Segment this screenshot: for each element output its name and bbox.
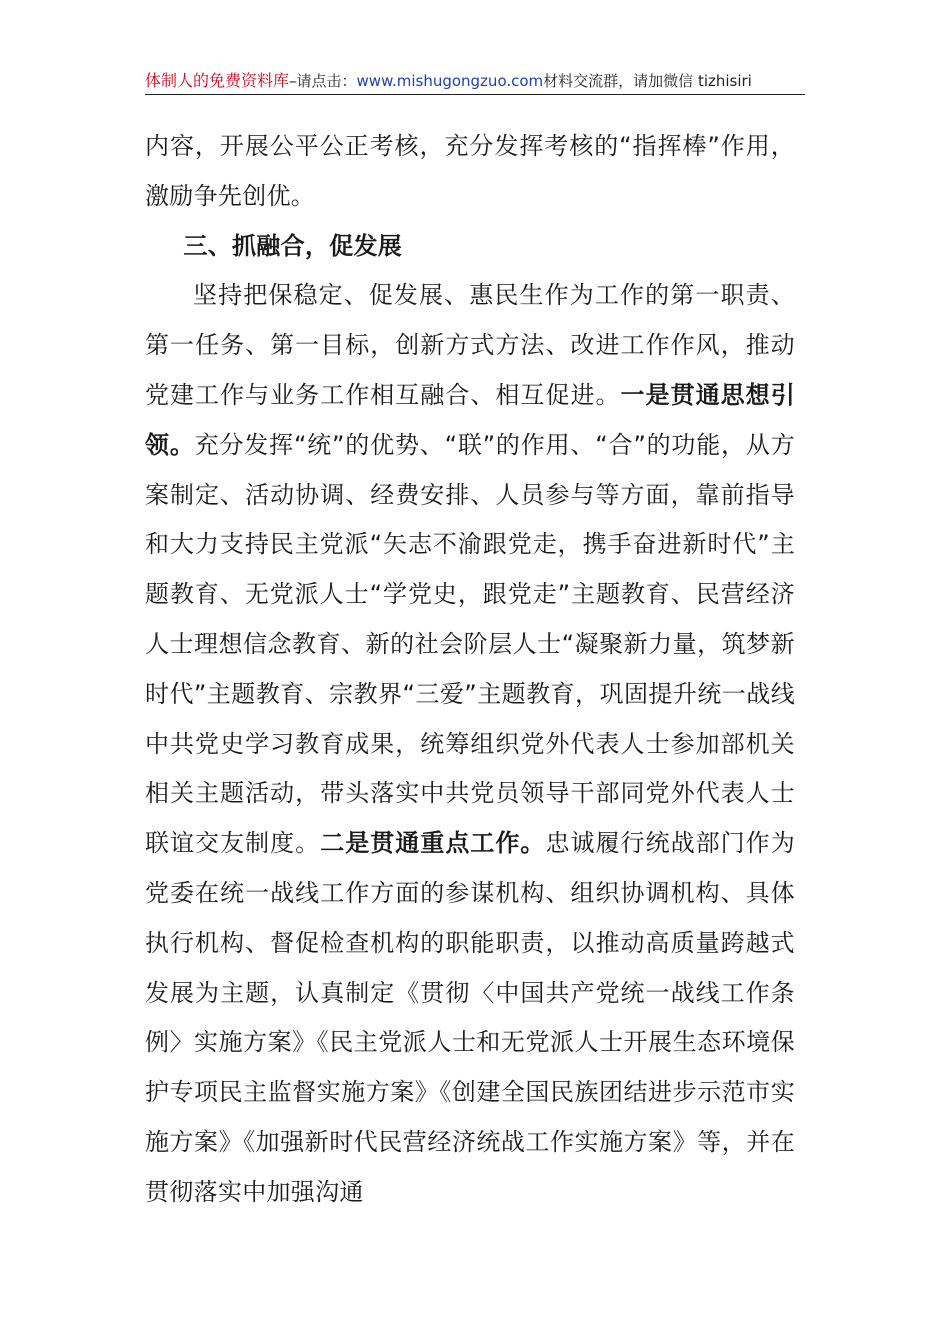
page-header xyxy=(145,68,805,95)
point-one-text: 充分发挥“统”的优势、“联”的作用、“合”的功能，从方案制定、活动协调、经费安排、人员参与等方面，靠前指导和大力支持民主党派“矢志不渝跟党走，携手奋进新时代”主题教育、无党派人士“学党史，跟党走”主题教育、民营经济人士理想信念教育、新的社会阶层人士“凝聚新力量，筑梦新时代”主题教育、宗教界“三爱”主题教育，巩固提升统一战线中共党史学习教育成果，统筹组织党外代表人士参加部机关相关主题活动，带头落实中共党员领导干部同党外代表人士联谊交友制度。 xyxy=(145,430,795,858)
point-one-title: 一是贯通思想引领。 xyxy=(145,380,795,459)
header-brand: 体制人的免费资料库 xyxy=(145,71,290,90)
point-two-text: 忠诚履行统战部门作为党委在统一战线工作方面的参谋机构、组织协调机构、具体执行机构、督促检查机构的职能职责，以推动高质量跨越式发展为主题，认真制定《贯彻〈中国共产党统一战线工作条例〉实施方案》《民主党派人士和无党派人士开展生态环境保护专项民主监督实施方案》《创建全国民族团结进步示范市实施方案》《加强新时代民营经济统战工作实施方案》等，并在贯彻落实中加强沟通 xyxy=(145,829,795,1206)
document-body xyxy=(145,122,795,1218)
paragraph-main xyxy=(145,271,795,1217)
paragraph-intro: 坚持把保稳定、促发展、惠民生作为工作的第一职责、第一任务、第一目标，创新方式方法、改进工作作风，推动党建工作与业务工作相互融合、相互促进。 xyxy=(145,281,795,409)
header-prompt: –请点击： xyxy=(289,72,357,90)
header-url-link[interactable]: www.mishugongzuo.com xyxy=(356,72,544,90)
point-two-title: 二是贯通重点工作。 xyxy=(320,829,546,858)
header-tail-text: 材料交流群，请加微信 tizhisiri xyxy=(543,72,752,90)
section-heading: 三、抓融合，促发展 xyxy=(183,231,403,260)
paragraph-continuation: 内容，开展公平公正考核，充分发挥考核的“指挥棒”作用，激励争先创优。 xyxy=(145,132,795,210)
